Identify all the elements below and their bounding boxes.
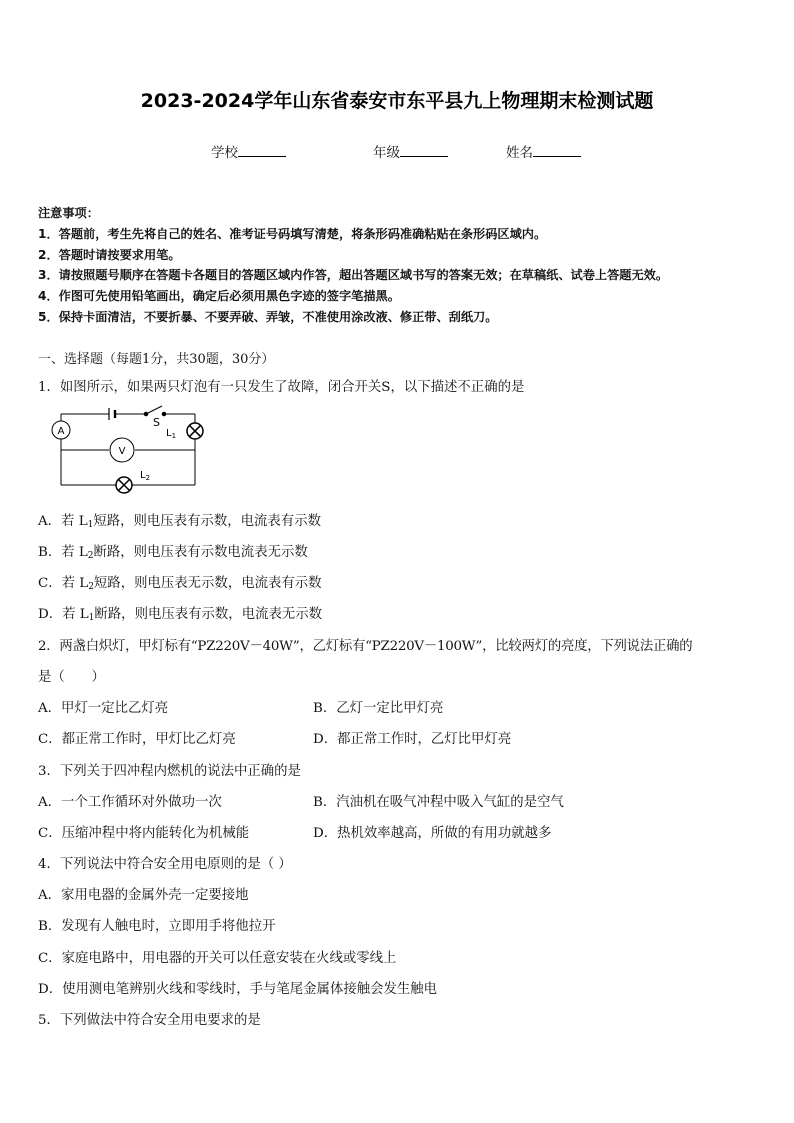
q2-option-d: D．都正常工作时，乙灯比甲灯亮 [313, 732, 512, 747]
note-item: 2．答题时请按要求用笔。 [38, 248, 181, 262]
q2-option-b: B．乙灯一定比甲灯亮 [313, 701, 444, 716]
lamp-l2-label: $L_2$ [140, 470, 151, 482]
name-blank[interactable] [533, 144, 581, 157]
note-item: 3．请按照题号顺序在答题卡各题目的答题区域内作答，超出答题区域书写的答案无效；在草稿纸、试卷上答题无效。 [38, 268, 669, 282]
ammeter-label: A [57, 426, 65, 437]
question-2-stem-cont: 是（ ） [38, 670, 105, 685]
q3-option-b: B．汽油机在吸气冲程中吸入气缸的是空气 [313, 795, 564, 810]
section-heading: 一、选择题（每题1分，共30题，30分） [38, 352, 275, 367]
q2-option-a: A．甲灯一定比乙灯亮 [38, 701, 169, 716]
school-field[interactable] [211, 141, 286, 161]
q4-option-c: C．家庭电路中，用电器的开关可以任意安装在火线或零线上 [38, 951, 397, 966]
q1-option-a: A．若 $L_1$短路，则电压表有示数，电流表有示数 [38, 514, 321, 530]
ammeter-icon [52, 421, 70, 439]
school-label: 学校 [211, 145, 238, 161]
name-field[interactable] [506, 141, 581, 161]
note-item: 5．保持卡面清洁，不要折暴、不要弄破、弄皱，不准使用涂改液、修正带、刮纸刀。 [38, 310, 498, 324]
question-3-stem: 3．下列关于四冲程内燃机的说法中正确的是 [38, 764, 301, 779]
lamp-l2-icon [116, 477, 132, 493]
voltmeter-label: V [118, 446, 126, 457]
q2-option-c: C．都正常工作时，甲灯比乙灯亮 [38, 732, 236, 747]
q4-option-a: A．家用电器的金属外壳一定要接地 [38, 888, 249, 903]
q1-option-c: C．若 $L_2$短路，则电压表无示数，电流表有示数 [38, 576, 322, 592]
page-title: 2023-2024学年山东省泰安市东平县九上物理期末检测试题 [140, 90, 654, 112]
q4-option-d: D．使用测电笔辨别火线和零线时，手与笔尾金属体接触会发生触电 [38, 982, 438, 997]
q4-option-b: B．发现有人触电时，立即用手将他拉开 [38, 919, 276, 934]
question-1-stem: 1．如图所示，如果两只灯泡有一只发生了故障，闭合开关S，以下描述不正确的是 [38, 380, 525, 395]
note-item: 1．答题前，考生先将自己的姓名、准考证号码填写清楚，将条形码准确粘贴在条形码区域内。 [38, 227, 547, 241]
question-4-stem: 4．下列说法中符合安全用电原则的是（ ） [38, 857, 292, 872]
q3-option-a: A．一个工作循环对外做功一次 [38, 795, 222, 810]
circuit-diagram [40, 398, 210, 500]
school-blank[interactable] [238, 144, 286, 157]
grade-label: 年级 [373, 145, 400, 161]
grade-blank[interactable] [400, 144, 448, 157]
note-item: 4．作图可先使用铅笔画出，确定后必须用黑色字迹的签字笔描黑。 [38, 289, 400, 303]
lamp-l1-icon [187, 423, 203, 439]
name-label: 姓名 [506, 145, 533, 161]
q3-option-d: D．热机效率越高，所做的有用功就越多 [313, 826, 552, 841]
q3-option-c: C．压缩冲程中将内能转化为机械能 [38, 826, 250, 841]
q1-option-d: D．若 $L_1$断路，则电压表有示数，电流表无示数 [38, 607, 323, 623]
lamp-l1-label: $L_1$ [166, 428, 177, 440]
grade-field[interactable] [373, 141, 448, 161]
q1-option-b: B．若 $L_2$断路，则电压表有示数电流表无示数 [38, 545, 308, 561]
notes-heading: 注意事项： [38, 206, 99, 220]
question-5-stem: 5．下列做法中符合安全用电要求的是 [38, 1013, 261, 1028]
question-2-stem: 2．两盏白炽灯，甲灯标有“PZ220V－40W”，乙灯标有“PZ220V－100W”，比较两灯的亮度，下列说法正确的 [38, 639, 693, 654]
voltmeter-icon [110, 438, 134, 462]
switch-label: S [153, 416, 160, 429]
